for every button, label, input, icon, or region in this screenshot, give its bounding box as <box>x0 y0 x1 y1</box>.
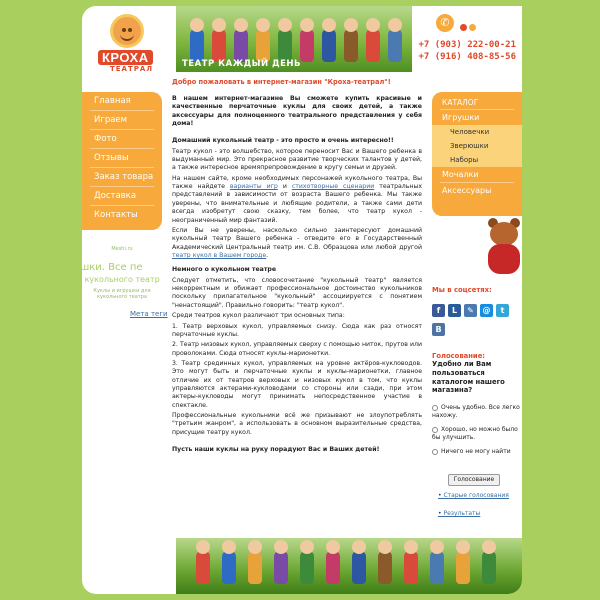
poll-option[interactable]: Очень удобно. Все легко нахожу. <box>432 404 520 419</box>
phone-icon: ✆ <box>436 14 454 32</box>
logo-brand: КРОХА <box>98 50 153 65</box>
paragraph: Театр кукол - это волшебство, которое переносит Вас и Вашего ребенка в выдуманный мир. Это прекрасное развитие творческих талантов у детей, а также интересное времяпрепровождение в кругу семьи и друзей. <box>172 147 422 172</box>
poll-heading: Голосование: <box>432 352 486 360</box>
nav-item-delivery[interactable]: Доставка <box>94 191 137 201</box>
intro-text: В нашем интернет-магазине Вы сможете купить красивые и качественные перчаточные куклы для своих детей, а также аксессуары для полноценного театрального представления у себя дома! <box>172 94 422 127</box>
moimir-icon[interactable]: @ <box>480 304 493 317</box>
nav-item-home[interactable]: Главная <box>94 96 131 106</box>
teddy-bear-image <box>484 218 522 276</box>
paragraph: На нашем сайте, кроме необходимых персонажей кукольного театра, Вы также найдете варианты игр и стихотворные сценарии театральных представлений в зависимости от возраста Вашего ребенка. Мы также уверены, что внимательные и любящие родители, а также сами дети всегда изобретут свою сказку, тем более, что театр кукол - неограниченный мир фантазий. <box>172 174 422 224</box>
catalog-item-toys[interactable]: Игрушки <box>442 113 480 122</box>
facebook-icon[interactable]: f <box>432 304 445 317</box>
poll-option[interactable]: Ничего не могу найти <box>432 448 520 456</box>
paragraph: 1. Театр верховых кукол, управляемых снизу. Сюда как раз относят перчаточные куклы. <box>172 322 422 338</box>
footer-banner <box>176 538 522 594</box>
metatags-link[interactable]: Мета теги <box>130 310 168 318</box>
paragraph: 2. Театр низовых кукол, управляемых сверху с помощью ниток, прутов или проволоками. Сюда относят куклы-марионетки. <box>172 341 422 357</box>
nav-item-photo[interactable]: Фото <box>94 134 117 144</box>
catalog-menu <box>432 92 522 216</box>
poll-question: Удобно ли Вам пользоваться каталогом нашего магазина? <box>432 360 505 395</box>
page-container <box>62 6 522 594</box>
games-link[interactable]: варианты игр <box>229 183 278 191</box>
nav-item-play[interactable]: Играем <box>94 115 128 125</box>
liveinternet-icon[interactable]: L <box>448 304 461 317</box>
catalog-item-bags[interactable]: Мочалки <box>442 170 479 179</box>
catalog-item-accessories[interactable]: Аксессуары <box>442 186 492 195</box>
section-heading-home-theatre: Домашний кукольный театр - это просто и очень интересно!! <box>172 137 394 145</box>
left-nav <box>82 92 162 230</box>
radio-icon[interactable] <box>432 449 438 455</box>
vote-button[interactable]: Голосование <box>448 474 500 486</box>
welcome-heading: Добро пожаловать в интернет-магазин "Кроха-театрал"! <box>172 78 391 86</box>
nav-item-contacts[interactable]: Контакты <box>94 210 138 220</box>
catalog-subitem-people[interactable]: Человечки <box>432 125 522 139</box>
header-contact <box>412 6 522 72</box>
paragraph: Следует отметить, что словосочетание "кукольный театр" является некорректным и обижает профессиональное достоинство кукольников поскольку прилагательное "кукольный" ассоциируется с понятием "ненастоящий". Правильно говорить: "театр кукол". <box>172 276 422 309</box>
livejournal-icon[interactable]: ✎ <box>464 304 477 317</box>
closing-text: Пусть наши куклы на руку порадуют Вас и Ваших детей! <box>172 446 380 454</box>
decorative-dots-icon <box>460 16 478 35</box>
scripts-link[interactable]: стихотворные сценарии <box>291 183 375 191</box>
paragraph: Среди театров кукол различают три основных типа: <box>172 312 345 320</box>
results-link[interactable]: • Результаты <box>438 510 480 517</box>
phone-number-1: +7 (903) 222-00-21 <box>418 40 516 50</box>
radio-icon[interactable] <box>432 405 438 411</box>
catalog-title: КАТАЛОГ <box>442 98 479 107</box>
radio-icon[interactable] <box>432 427 438 433</box>
social-heading: Мы в соцсетях: <box>432 286 492 294</box>
logo-face-icon <box>110 14 144 48</box>
logo-subtitle: ТЕАТРАЛ <box>110 65 154 73</box>
section-heading-about: Немного о кукольном театре <box>172 266 277 274</box>
header-tagline: ТЕАТР КАЖДЫЙ ДЕНЬ <box>182 59 302 69</box>
paragraph: Если Вы не уверены, насколько сильно заинтересуют домашний кукольный театр Вашего ребенка - отведите его в Государственный Академический Центральный театр им. С.В. Образцова или любой другой театр кукол в Вашем городе. <box>172 226 422 259</box>
old-polls-link[interactable]: • Старые голосования <box>438 492 509 499</box>
vkontakte-icon[interactable]: B <box>432 323 445 336</box>
phone-number-2: +7 (916) 408-85-56 <box>418 52 516 62</box>
left-ad-banner[interactable]: Meshi.ru трушки. Все пе его кукольного театр Куклы и игрушки для кукольного театра <box>62 246 160 300</box>
paragraph: Профессиональные кукольники всё же призывают не злоупотреблять "третьим жанром", а использовать в основном выразительные средства, присущие театру кукол. <box>172 412 422 436</box>
nav-item-order[interactable]: Заказ товара <box>94 172 154 182</box>
poll-option[interactable]: Хорошо, но можно было бы улучшить. <box>432 426 518 441</box>
catalog-subitem-animals[interactable]: Зверюшки <box>432 139 522 153</box>
twitter-icon[interactable]: t <box>496 304 509 317</box>
paragraph: 3. Театр срединных кукол, управляемых на уровне актёров-кукловодов. Это могут быть и перчаточные куклы и куклы-марионетки, главное отличие их от театров верховых и низовых кукол в том, что куклы управляются актерами-кукловодами со стороны или сзади, при этом актеры-кукловоды могут принимать непосредственное участие в спектакле. <box>172 359 422 409</box>
theatre-link[interactable]: театр кукол в Вашем городе <box>172 252 267 259</box>
catalog-subitem-sets[interactable]: Наборы <box>432 153 522 167</box>
main-content <box>172 78 422 457</box>
header-banner <box>176 6 420 72</box>
social-icons <box>432 298 522 336</box>
logo[interactable] <box>90 12 168 76</box>
nav-item-reviews[interactable]: Отзывы <box>94 153 129 163</box>
